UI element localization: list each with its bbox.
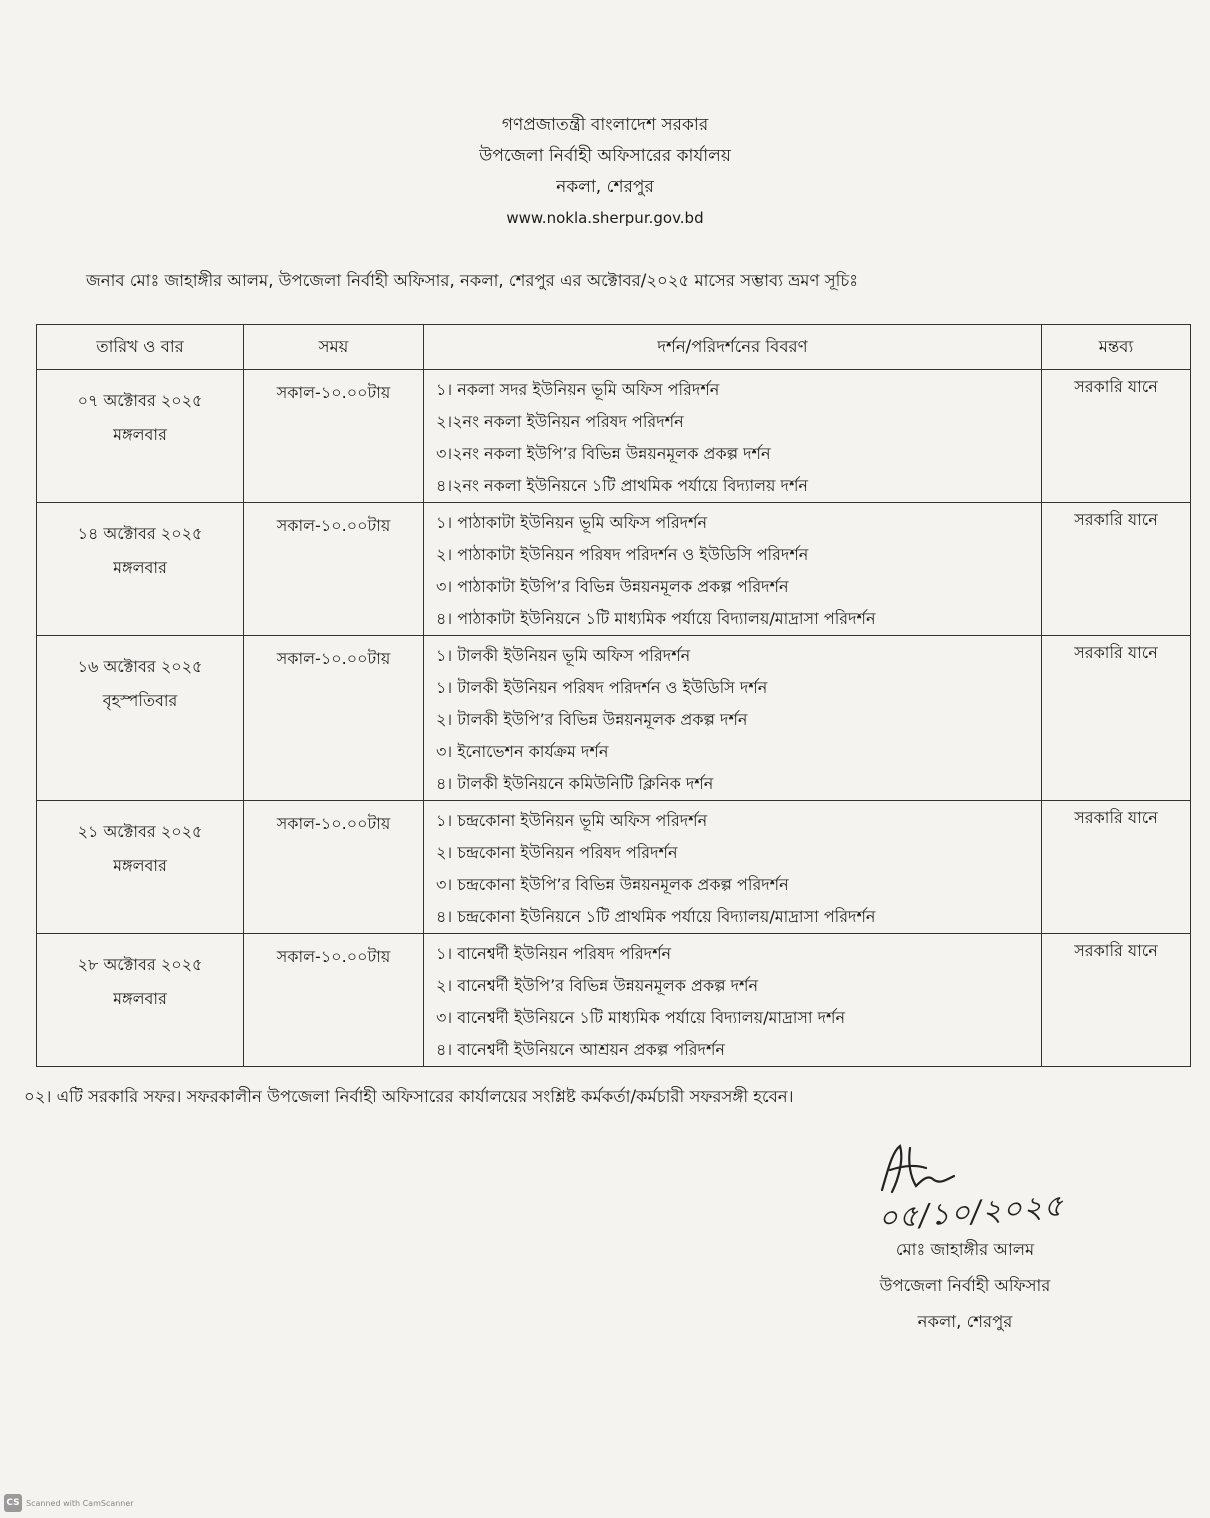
detail-item: ৪।২নং নকলা ইউনিয়নে ১টি প্রাথমিক পর্যায়ে বিদ্যালয় দর্শন <box>436 476 808 495</box>
detail-item: ২। বানেশ্বর্দী ইউপি’র বিভিন্ন উন্নয়নমূলক প্রকল্প দর্শন <box>436 976 759 995</box>
day-text: বৃহস্পতিবার <box>102 691 178 710</box>
detail-item: ২।২নং নকলা ইউনিয়ন পরিষদ পরিদর্শন <box>436 412 684 431</box>
header-government: গণপ্রজাতন্ত্রী বাংলাদেশ সরকার <box>501 115 709 135</box>
header-office: উপজেলা নির্বাহী অফিসারের কার্যালয় <box>479 146 731 166</box>
date-text: ১৪ অক্টোবর ২০২৫ <box>77 524 203 543</box>
day-text: মঙ্গলবার <box>113 989 167 1008</box>
signatory-name: মোঃ জাহাঙ্গীর আলম <box>895 1240 1035 1259</box>
signatory-designation: উপজেলা নির্বাহী অফিসার <box>879 1276 1051 1295</box>
detail-item: ৪। টালকী ইউনিয়নে কমিউনিটি ক্লিনিক দর্শন <box>436 774 714 793</box>
header-remarks: মন্তব্য <box>1042 325 1191 370</box>
day-text: মঙ্গলবার <box>113 558 167 577</box>
remarks-cell: সরকারি যানে <box>1042 801 1191 934</box>
header-details: দর্শন/পরিদর্শনের বিবরণ <box>424 325 1042 370</box>
day-text: মঙ্গলবার <box>113 425 167 444</box>
detail-item: ৩। চন্দ্রকোনা ইউপি’র বিভিন্ন উন্নয়নমূলক প্রকল্প পরিদর্শন <box>436 875 789 894</box>
day-text: মঙ্গলবার <box>113 856 167 875</box>
date-cell <box>37 503 244 636</box>
detail-item: ২। চন্দ্রকোনা ইউনিয়ন পরিষদ পরিদর্শন <box>436 843 678 862</box>
scanner-watermark <box>4 1494 134 1512</box>
details-cell <box>424 370 1042 503</box>
signatory-details <box>820 1232 1110 1340</box>
header-time: সময় <box>244 325 424 370</box>
remarks-cell: সরকারি যানে <box>1042 370 1191 503</box>
date-text: ২৮ অক্টোবর ২০২৫ <box>77 955 203 974</box>
subject-line: জনাব মোঃ জাহাঙ্গীর আলম, উপজেলা নির্বাহী অফিসার, নকলা, শেরপুর এর অক্টোবর/২০২৫ মাসের সম্ভাব্য ভ্রমণ সূচিঃ <box>86 271 859 290</box>
date-cell <box>37 636 244 801</box>
time-cell: সকাল-১০.০০টায় <box>244 934 424 1067</box>
detail-item: ১। টালকী ইউনিয়ন পরিষদ পরিদর্শন ও ইউডিসি দর্শন <box>436 678 768 697</box>
detail-item: ২। টালকী ইউপি’র বিভিন্ন উন্নয়নমূলক প্রকল্প দর্শন <box>436 710 748 729</box>
camscanner-icon: CS <box>4 1494 22 1512</box>
date-cell <box>37 934 244 1067</box>
office-header <box>0 110 1210 234</box>
detail-item: ১। টালকী ইউনিয়ন ভূমি অফিস পরিদর্শন <box>436 646 691 665</box>
date-text: ০৭ অক্টোবর ২০২৫ <box>77 391 203 410</box>
detail-item: ১। পাঠাকাটা ইউনিয়ন ভূমি অফিস পরিদর্শন <box>436 513 708 532</box>
detail-item: ৩।২নং নকলা ইউপি’র বিভিন্ন উন্নয়নমূলক প্রকল্প দর্শন <box>436 444 771 463</box>
time-cell: সকাল-১০.০০টায় <box>244 503 424 636</box>
remarks-cell: সরকারি যানে <box>1042 636 1191 801</box>
details-cell <box>424 636 1042 801</box>
travel-note: ০২। এটি সরকারি সফর। সফরকালীন উপজেলা নির্বাহী অফিসারের কার্যালয়ের সংশ্লিষ্ট কর্মকর্তা/কর্মচারী সফরসঙ্গী হবেন। <box>24 1087 794 1106</box>
table-row <box>37 503 1191 636</box>
tour-schedule-table <box>36 324 1191 1067</box>
detail-item: ৪। বানেশ্বর্দী ইউনিয়নে আশ্রয়ন প্রকল্প পরিদর্শন <box>436 1040 725 1059</box>
detail-item: ১। চন্দ্রকোনা ইউনিয়ন ভূমি অফিস পরিদর্শন <box>436 811 708 830</box>
details-cell <box>424 503 1042 636</box>
detail-item: ৩। পাঠাকাটা ইউপি’র বিভিন্ন উন্নয়নমূলক প্রকল্প পরিদর্শন <box>436 577 789 596</box>
time-cell: সকাল-১০.০০টায় <box>244 801 424 934</box>
signatory-place: নকলা, শেরপুর <box>917 1312 1013 1331</box>
time-cell: সকাল-১০.০০টায় <box>244 636 424 801</box>
signature-block <box>820 1140 1110 1331</box>
date-cell <box>37 801 244 934</box>
header-website: www.nokla.sherpur.gov.bd <box>506 209 704 227</box>
signature-date: ০৫/১০/২০২৫ <box>876 1188 1066 1237</box>
detail-item: ১। বানেশ্বর্দী ইউনিয়ন পরিষদ পরিদর্শন <box>436 944 672 963</box>
time-cell: সকাল-১০.০০টায় <box>244 370 424 503</box>
table-header-row <box>37 325 1191 370</box>
detail-item: ৩। বানেশ্বর্দী ইউনিয়নে ১টি মাধ্যমিক পর্যায়ে বিদ্যালয়/মাদ্রাসা দর্শন <box>436 1008 846 1027</box>
table-row <box>37 934 1191 1067</box>
detail-item: ৪। চন্দ্রকোনা ইউনিয়নে ১টি প্রাথমিক পর্যায়ে বিদ্যালয়/মাদ্রাসা পরিদর্শন <box>436 907 876 926</box>
detail-item: ২। পাঠাকাটা ইউনিয়ন পরিষদ পরিদর্শন ও ইউডিসি পরিদর্শন <box>436 545 809 564</box>
header-date: তারিখ ও বার <box>37 325 244 370</box>
scanner-text: Scanned with CamScanner <box>26 1498 134 1508</box>
detail-item: ৪। পাঠাকাটা ইউনিয়নে ১টি মাধ্যমিক পর্যায়ে বিদ্যালয়/মাদ্রাসা পরিদর্শন <box>436 609 876 628</box>
table-row <box>37 370 1191 503</box>
details-cell <box>424 801 1042 934</box>
details-cell <box>424 934 1042 1067</box>
date-text: ১৬ অক্টোবর ২০২৫ <box>77 657 203 676</box>
remarks-cell: সরকারি যানে <box>1042 934 1191 1067</box>
date-text: ২১ অক্টোবর ২০২৫ <box>77 822 203 841</box>
detail-item: ১। নকলা সদর ইউনিয়ন ভূমি অফিস পরিদর্শন <box>436 380 720 399</box>
header-location: নকলা, শেরপুর <box>556 177 654 197</box>
table-row <box>37 801 1191 934</box>
table-row <box>37 636 1191 801</box>
remarks-cell: সরকারি যানে <box>1042 503 1191 636</box>
date-cell <box>37 370 244 503</box>
detail-item: ৩। ইনোভেশন কার্যক্রম দর্শন <box>436 742 609 761</box>
